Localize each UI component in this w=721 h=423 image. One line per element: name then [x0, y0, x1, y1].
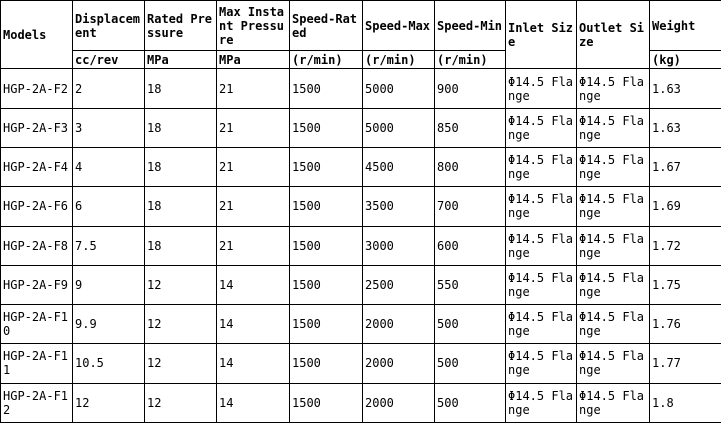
unit-weight: (kg)	[650, 51, 721, 69]
cell-max-instant-pressure: 14	[217, 344, 290, 383]
header-inlet-size: Inlet Size	[506, 1, 577, 69]
cell-max-instant-pressure: 21	[217, 148, 290, 187]
cell-rated-pressure: 18	[145, 148, 217, 187]
cell-speed-max: 4500	[363, 148, 435, 187]
cell-rated-pressure: 12	[145, 383, 217, 422]
table-row	[1, 265, 721, 304]
cell-max-instant-pressure: 21	[217, 69, 290, 108]
cell-model: HGP-2A-F12	[1, 383, 73, 422]
cell-displacement: 7.5	[73, 226, 145, 265]
cell-displacement: 6	[73, 187, 145, 226]
cell-outlet-size: Φ14.5 Flange	[577, 305, 650, 344]
cell-weight: 1.63	[650, 69, 721, 108]
cell-outlet-size: Φ14.5 Flange	[577, 265, 650, 304]
cell-speed-min: 800	[435, 148, 506, 187]
cell-rated-pressure: 18	[145, 226, 217, 265]
unit-speed-min: (r/min)	[435, 51, 506, 69]
table-row	[1, 69, 721, 108]
table-body	[1, 69, 721, 423]
cell-speed-rated: 1500	[290, 344, 363, 383]
unit-displacement: cc/rev	[73, 51, 145, 69]
cell-weight: 1.75	[650, 265, 721, 304]
cell-displacement: 10.5	[73, 344, 145, 383]
cell-model: HGP-2A-F11	[1, 344, 73, 383]
cell-speed-max: 2500	[363, 265, 435, 304]
cell-max-instant-pressure: 14	[217, 305, 290, 344]
cell-speed-max: 3000	[363, 226, 435, 265]
cell-model: HGP-2A-F2	[1, 69, 73, 108]
table-row	[1, 226, 721, 265]
cell-model: HGP-2A-F4	[1, 148, 73, 187]
cell-weight: 1.67	[650, 148, 721, 187]
unit-max-instant-pressure: MPa	[217, 51, 290, 69]
cell-displacement: 4	[73, 148, 145, 187]
cell-inlet-size: Φ14.5 Flange	[506, 265, 577, 304]
cell-weight: 1.72	[650, 226, 721, 265]
unit-speed-max: (r/min)	[363, 51, 435, 69]
cell-speed-min: 600	[435, 226, 506, 265]
cell-weight: 1.63	[650, 108, 721, 147]
cell-speed-rated: 1500	[290, 187, 363, 226]
cell-speed-max: 3500	[363, 187, 435, 226]
table-row	[1, 148, 721, 187]
table-row	[1, 344, 721, 383]
cell-displacement: 2	[73, 69, 145, 108]
cell-inlet-size: Φ14.5 Flange	[506, 187, 577, 226]
cell-speed-max: 5000	[363, 69, 435, 108]
cell-model: HGP-2A-F10	[1, 305, 73, 344]
cell-speed-max: 5000	[363, 108, 435, 147]
cell-max-instant-pressure: 14	[217, 265, 290, 304]
cell-speed-min: 500	[435, 305, 506, 344]
header-rated-pressure: Rated Pressure	[145, 1, 217, 51]
cell-speed-max: 2000	[363, 305, 435, 344]
header-speed-min: Speed-Min	[435, 1, 506, 51]
cell-speed-min: 550	[435, 265, 506, 304]
cell-inlet-size: Φ14.5 Flange	[506, 69, 577, 108]
cell-rated-pressure: 18	[145, 69, 217, 108]
cell-weight: 1.8	[650, 383, 721, 422]
cell-speed-rated: 1500	[290, 226, 363, 265]
table-row	[1, 108, 721, 147]
cell-displacement: 12	[73, 383, 145, 422]
cell-displacement: 9	[73, 265, 145, 304]
header-displacement: Displacement	[73, 1, 145, 51]
cell-rated-pressure: 12	[145, 305, 217, 344]
cell-max-instant-pressure: 21	[217, 187, 290, 226]
cell-speed-rated: 1500	[290, 265, 363, 304]
cell-displacement: 3	[73, 108, 145, 147]
cell-rated-pressure: 12	[145, 344, 217, 383]
cell-speed-max: 2000	[363, 344, 435, 383]
cell-max-instant-pressure: 14	[217, 383, 290, 422]
cell-outlet-size: Φ14.5 Flange	[577, 69, 650, 108]
table-row	[1, 187, 721, 226]
cell-speed-min: 500	[435, 383, 506, 422]
cell-rated-pressure: 12	[145, 265, 217, 304]
cell-speed-rated: 1500	[290, 108, 363, 147]
header-outlet-size: Outlet Size	[577, 1, 650, 69]
header-row	[1, 1, 721, 51]
cell-displacement: 9.9	[73, 305, 145, 344]
unit-speed-rated: (r/min)	[290, 51, 363, 69]
cell-outlet-size: Φ14.5 Flange	[577, 344, 650, 383]
cell-outlet-size: Φ14.5 Flange	[577, 148, 650, 187]
cell-outlet-size: Φ14.5 Flange	[577, 226, 650, 265]
cell-model: HGP-2A-F8	[1, 226, 73, 265]
cell-max-instant-pressure: 21	[217, 108, 290, 147]
cell-speed-rated: 1500	[290, 305, 363, 344]
cell-model: HGP-2A-F6	[1, 187, 73, 226]
unit-rated-pressure: MPa	[145, 51, 217, 69]
cell-inlet-size: Φ14.5 Flange	[506, 383, 577, 422]
header-weight: Weight	[650, 1, 721, 51]
cell-model: HGP-2A-F3	[1, 108, 73, 147]
cell-inlet-size: Φ14.5 Flange	[506, 108, 577, 147]
header-models: Models	[1, 1, 73, 69]
table-row	[1, 383, 721, 422]
cell-weight: 1.76	[650, 305, 721, 344]
cell-speed-rated: 1500	[290, 383, 363, 422]
cell-rated-pressure: 18	[145, 108, 217, 147]
header-speed-rated: Speed-Rated	[290, 1, 363, 51]
header-speed-max: Speed-Max	[363, 1, 435, 51]
cell-speed-min: 500	[435, 344, 506, 383]
cell-inlet-size: Φ14.5 Flange	[506, 344, 577, 383]
cell-inlet-size: Φ14.5 Flange	[506, 226, 577, 265]
cell-model: HGP-2A-F9	[1, 265, 73, 304]
cell-outlet-size: Φ14.5 Flange	[577, 108, 650, 147]
cell-speed-min: 700	[435, 187, 506, 226]
cell-outlet-size: Φ14.5 Flange	[577, 187, 650, 226]
cell-speed-rated: 1500	[290, 69, 363, 108]
cell-speed-min: 900	[435, 69, 506, 108]
cell-max-instant-pressure: 21	[217, 226, 290, 265]
cell-weight: 1.77	[650, 344, 721, 383]
cell-outlet-size: Φ14.5 Flange	[577, 383, 650, 422]
cell-inlet-size: Φ14.5 Flange	[506, 305, 577, 344]
cell-speed-rated: 1500	[290, 148, 363, 187]
cell-weight: 1.69	[650, 187, 721, 226]
header-max-instant-pressure: Max Instant Pressure	[217, 1, 290, 51]
cell-speed-max: 2000	[363, 383, 435, 422]
cell-speed-min: 850	[435, 108, 506, 147]
table-row	[1, 305, 721, 344]
cell-rated-pressure: 18	[145, 187, 217, 226]
cell-inlet-size: Φ14.5 Flange	[506, 148, 577, 187]
